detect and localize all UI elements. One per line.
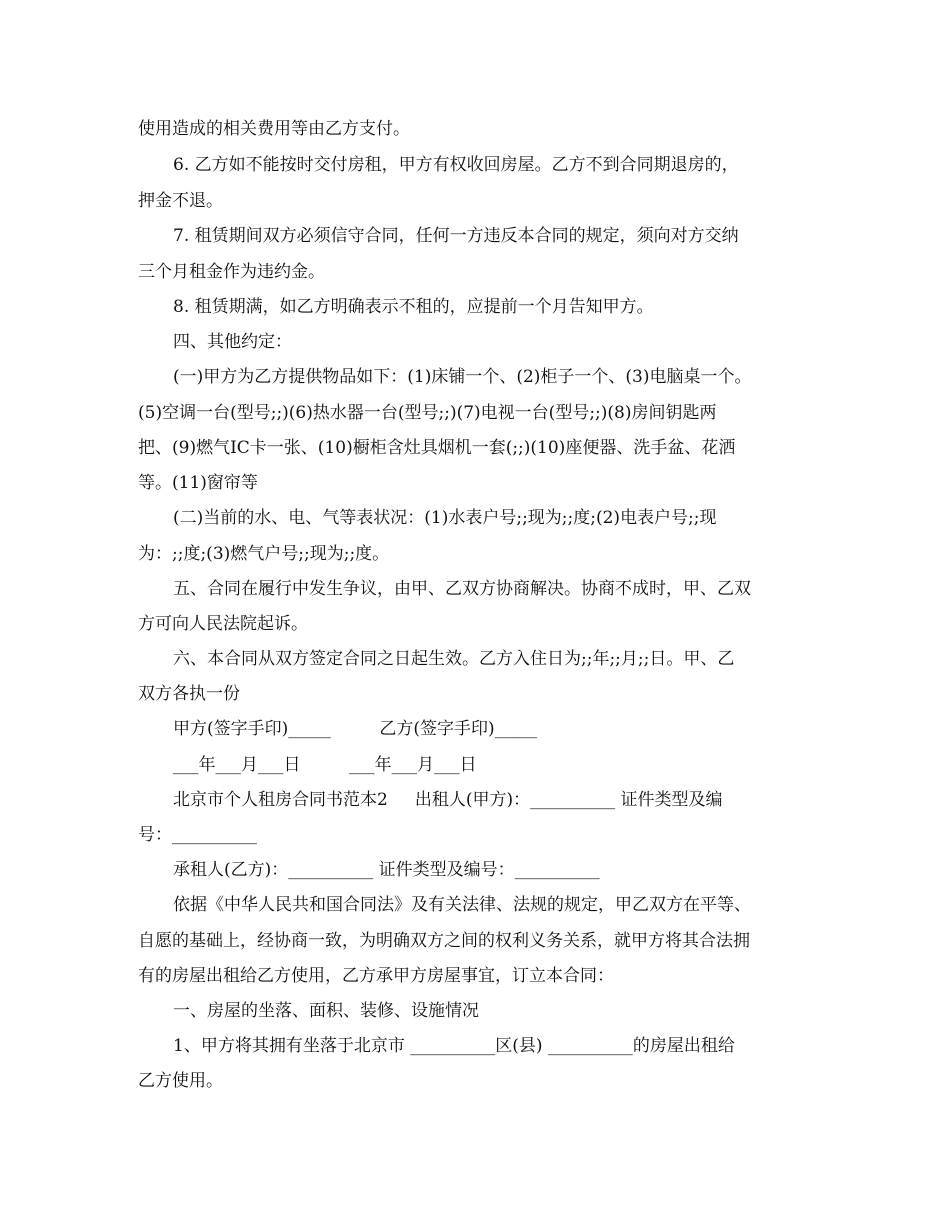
- text-line: 押金不退。: [138, 191, 223, 211]
- text-line: 8. 租赁期满，如乙方明确表示不租的，应提前一个月告知甲方。: [173, 297, 654, 317]
- text-line: 等。(11)窗帘等: [138, 473, 258, 493]
- text-line: (5)空调一台(型号;;)(6)热水器一台(型号;;)(7)电视一台(型号;;)(8)房间钥匙两: [138, 403, 717, 423]
- text-line: 为：;;度;(3)燃气户号;;现为;;度。: [138, 544, 390, 564]
- section-heading: 五、合同在履行中发生争议，由甲、乙双方协商解决。协商不成时，甲、乙双: [173, 579, 751, 599]
- text-line: 方可向人民法院起诉。: [138, 614, 308, 634]
- text-line: 使用造成的相关费用等由乙方支付。: [138, 119, 410, 139]
- text-line: 双方各执一份: [138, 684, 240, 704]
- section-heading: 一、房屋的坐落、面积、装修、设施情况: [173, 1001, 479, 1021]
- text-line: 有的房屋出租给乙方使用，乙方承甲方房屋事宜，订立本合同：: [138, 966, 614, 986]
- text-line: 1、甲方将其拥有坐落于北京市 __________区(县) __________的房屋出租给: [173, 1036, 735, 1056]
- text-line: 7. 租赁期间双方必须信守合同，任何一方违反本合同的规定，须向对方交纳: [173, 226, 739, 246]
- signature-line: 甲方(签字手印)_____ 乙方(签字手印)_____: [173, 719, 538, 739]
- text-line: 依据《中华人民共和国合同法》及有关法律、法规的规定，甲乙双方在平等、: [173, 895, 751, 915]
- text-line: (一)甲方为乙方提供物品如下：(1)床铺一个、(2)柜子一个、(3)电脑桌一个。: [173, 367, 752, 387]
- text-line: 6. 乙方如不能按时交付房租，甲方有权收回房屋。乙方不到合同期退房的，: [173, 155, 739, 175]
- text-line: 自愿的基础上，经协商一致，为明确双方之间的权利义务关系，就甲方将其合法拥: [138, 931, 750, 951]
- text-line: 北京市个人租房合同书范本2 出租人(甲方)：__________ 证件类型及编: [173, 790, 723, 810]
- text-line: 号：__________: [138, 825, 257, 845]
- text-line: 三个月租金作为违约金。: [138, 262, 325, 282]
- text-line: 把、(9)燃气IC卡一张、(10)橱柜含灶具烟机一套(;;)(10)座便器、洗手盆、花洒: [138, 438, 736, 458]
- date-line: ___年___月___日 ___年___月___日: [173, 755, 477, 775]
- text-line: 承租人(乙方)：__________ 证件类型及编号：__________: [173, 860, 600, 880]
- section-heading: 六、本合同从双方签定合同之日起生效。乙方入住日为;;年;;月;;日。甲、乙: [173, 649, 735, 669]
- text-line: (二)当前的水、电、气等表状况：(1)水表户号;;现为;;度;(2)电表户号;;现: [173, 508, 717, 528]
- text-line: 乙方使用。: [138, 1071, 223, 1091]
- section-heading: 四、其他约定：: [173, 332, 292, 352]
